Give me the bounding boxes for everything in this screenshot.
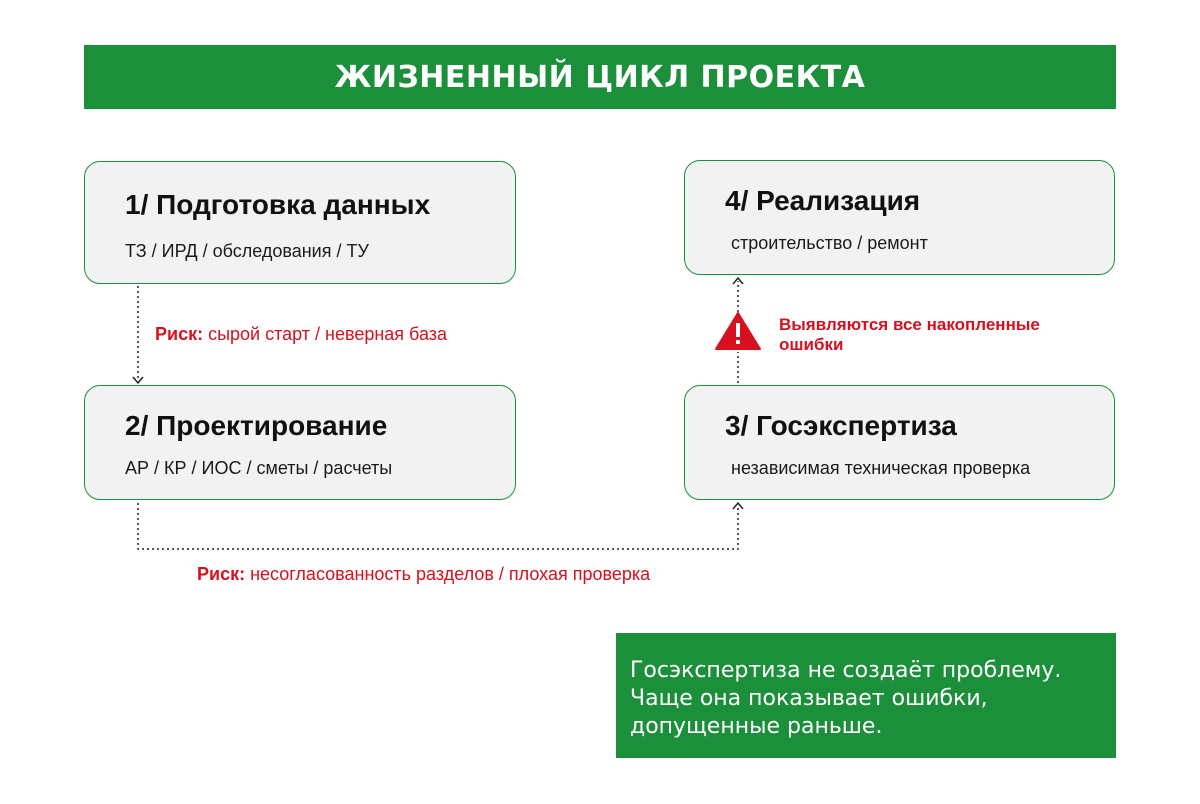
connector-2-to-3: [138, 503, 738, 549]
stage-title: 4/ Реализация: [725, 185, 921, 216]
alert-message: [779, 315, 1079, 355]
callout-line: допущенные раньше.: [630, 714, 883, 739]
conclusion-callout: [616, 633, 1116, 758]
stage-card-implementation: [684, 160, 1115, 275]
stage-title: 2/ Проектирование: [125, 410, 388, 441]
stage-subtitle: независимая техническая проверка: [731, 458, 1031, 478]
alert-line: ошибки: [779, 335, 844, 354]
risk-note-design: [197, 564, 650, 585]
stage-subtitle: АР / КР / ИОС / сметы / расчеты: [125, 458, 393, 478]
stage-title: 1/ Подготовка данных: [125, 189, 431, 220]
risk-text: сырой старт / неверная база: [203, 324, 448, 344]
risk-note-data-preparation: [155, 324, 447, 345]
stage-title: 3/ Госэкспертиза: [725, 410, 957, 441]
page-title: ЖИЗНЕННЫЙ ЦИКЛ ПРОЕКТА: [334, 59, 866, 95]
warning-triangle-icon: [716, 313, 760, 349]
stage-card-design: [84, 385, 516, 500]
stage-subtitle: строительство / ремонт: [731, 233, 928, 253]
stage-card-data-preparation: [84, 161, 516, 284]
stage-subtitle: ТЗ / ИРД / обследования / ТУ: [125, 241, 369, 261]
risk-label: Риск:: [197, 564, 246, 584]
alert-line: Выявляются все накопленные: [779, 315, 1040, 334]
risk-label: Риск:: [155, 324, 204, 344]
risk-text: несогласованность разделов / плохая проверка: [245, 564, 651, 584]
callout-line: Чаще она показывает ошибки,: [630, 686, 988, 711]
callout-line: Госэкспертиза не создаёт проблему.: [630, 658, 1062, 683]
stage-card-state-expertise: [684, 385, 1115, 500]
